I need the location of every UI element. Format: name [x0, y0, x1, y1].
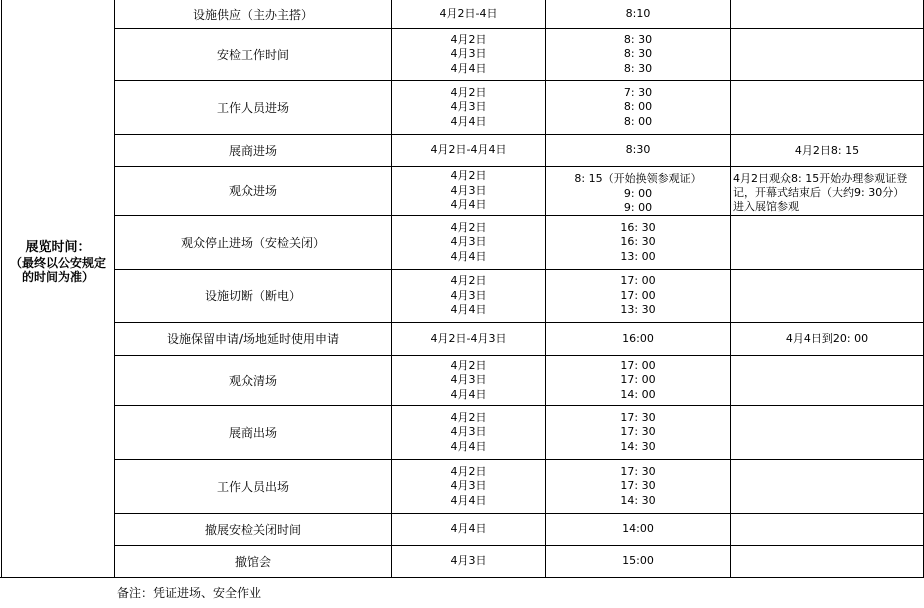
row-times [546, 460, 730, 513]
row-item-label-text: 观众清场 [228, 373, 277, 388]
row-notes [731, 546, 923, 577]
row-notes [731, 514, 923, 545]
row-dates-text: 4月3日 [450, 235, 487, 249]
row-dates [392, 546, 545, 577]
row-notes-text: 进入展馆参观 [733, 200, 799, 213]
row-notes-text: 4月4日到20: 00 [785, 332, 869, 345]
section-header [4, 240, 112, 284]
row-dates-text: 4月4日 [450, 493, 487, 507]
row-times-text: 16: 30 [620, 235, 656, 249]
row-times [546, 135, 730, 166]
row-times-text: 13: 00 [620, 249, 656, 263]
row-item-label-text: 观众进场 [228, 184, 277, 198]
grid-line-vertical [1, 0, 2, 577]
row-notes [731, 29, 923, 80]
row-dates [392, 216, 545, 269]
row-item-label [115, 323, 391, 355]
row-times [546, 270, 730, 322]
row-times-text: 17: 00 [620, 274, 656, 288]
row-notes [731, 270, 923, 322]
row-item-label-text: 设施供应（主办主搭） [192, 7, 313, 22]
footer-remark: 备注：凭证进场、安全作业 [117, 586, 262, 600]
row-dates [392, 406, 545, 459]
row-times [546, 406, 730, 459]
row-times-text: 16: 30 [620, 220, 656, 234]
row-notes [731, 1, 923, 28]
row-item-label [115, 356, 391, 405]
row-dates-text: 4月4日 [450, 198, 487, 212]
row-dates [392, 29, 545, 80]
row-dates [392, 514, 545, 545]
row-item-label [115, 1, 391, 28]
row-dates-text: 4月3日 [450, 479, 487, 493]
row-dates-text: 4月4日 [450, 249, 487, 263]
row-times-text: 8: 15（开始换领参观证） [574, 172, 702, 185]
row-dates [392, 167, 545, 215]
row-item-label-text: 观众停止进场（安检关闭） [180, 235, 325, 250]
row-times-text: 17: 30 [620, 464, 656, 478]
row-notes-text: 4月2日观众8: 15开始办理参观证登 [733, 172, 908, 185]
row-dates-text: 4月4日 [450, 114, 487, 128]
row-dates [392, 460, 545, 513]
row-times [546, 81, 730, 134]
row-times-text: 9: 00 [623, 201, 653, 214]
row-dates [392, 270, 545, 322]
row-times [546, 356, 730, 405]
row-dates-text: 4月4日 [450, 387, 487, 401]
row-times-text: 14: 00 [620, 387, 656, 401]
row-item-label [115, 406, 391, 459]
row-times [546, 216, 730, 269]
row-item-label-text: 工作人员进场 [216, 100, 289, 115]
row-dates-text: 4月4日 [450, 522, 487, 536]
row-dates-text: 4月2日 [450, 464, 487, 478]
row-item-label [115, 81, 391, 134]
row-dates-text: 4月2日 [450, 32, 487, 46]
row-notes [731, 216, 923, 269]
section-subtitle-line: （最终以公安规定 [9, 256, 106, 270]
row-dates [392, 356, 545, 405]
row-item-label [115, 216, 391, 269]
row-times-text: 14: 30 [620, 439, 656, 453]
row-notes [731, 81, 923, 134]
row-dates-text: 4月2日-4月3日 [430, 331, 507, 345]
row-times-text: 17: 30 [620, 410, 656, 424]
row-times [546, 29, 730, 80]
row-dates [392, 1, 545, 28]
row-times-text: 17: 00 [620, 288, 656, 302]
row-times-text: 17: 00 [620, 358, 656, 372]
row-times-text: 14: 30 [620, 493, 656, 507]
row-item-label [115, 135, 391, 166]
row-dates-text: 4月4日 [450, 61, 487, 75]
row-item-label [115, 167, 391, 215]
row-item-label-text: 撤展安检关闭时间 [204, 522, 301, 537]
row-dates-text: 4月2日 [450, 410, 487, 424]
row-item-label [115, 270, 391, 322]
row-dates-text: 4月3日 [450, 288, 487, 302]
row-times [546, 1, 730, 28]
grid-line-horizontal [0, 577, 924, 578]
row-item-label [115, 546, 391, 577]
row-dates-text: 4月3日 [450, 183, 487, 197]
row-times [546, 546, 730, 577]
row-notes [731, 460, 923, 513]
row-item-label-text: 展商进场 [228, 143, 277, 158]
row-notes [731, 356, 923, 405]
row-dates-text: 4月2日 [450, 358, 487, 372]
row-item-label-text: 展商出场 [228, 425, 277, 440]
row-times [546, 167, 730, 215]
row-times-text: 8: 30 [623, 47, 653, 61]
row-notes-text: 记，开幕式结束后（大约9: 30分） [733, 186, 905, 199]
row-dates [392, 135, 545, 166]
row-item-label-text: 安检工作时间 [216, 47, 289, 62]
row-item-label [115, 29, 391, 80]
row-dates-text: 4月4日 [450, 439, 487, 453]
row-times-text: 17: 30 [620, 479, 656, 493]
row-dates-text: 4月3日 [450, 47, 487, 61]
row-times-text: 8: 30 [623, 61, 653, 75]
row-dates [392, 323, 545, 355]
row-times-text: 8: 00 [623, 114, 653, 128]
section-title: 展览时间： [25, 240, 91, 255]
row-times [546, 323, 730, 355]
row-times-text: 17: 30 [620, 425, 656, 439]
row-times-text: 7: 30 [623, 85, 653, 99]
row-notes [731, 167, 923, 215]
row-item-label-text: 设施切断（断电） [204, 289, 301, 303]
row-notes [731, 323, 923, 355]
row-dates-text: 4月3日 [450, 425, 487, 439]
row-item-label-text: 撤馆会 [234, 554, 271, 569]
row-item-label-text: 设施保留申请/场地延时使用申请 [166, 332, 340, 346]
row-times-text: 8:30 [625, 143, 651, 157]
row-times-text: 17: 00 [620, 373, 656, 387]
row-times [546, 514, 730, 545]
row-notes [731, 135, 923, 166]
row-item-label [115, 460, 391, 513]
row-notes [731, 406, 923, 459]
row-dates-text: 4月2日 [450, 169, 487, 183]
row-dates-text: 4月2日 [450, 220, 487, 234]
row-times-text: 8: 30 [623, 32, 653, 46]
row-times-text: 8: 00 [623, 100, 653, 114]
row-dates-text: 4月3日 [450, 100, 487, 114]
row-dates-text: 4月3日 [450, 554, 487, 568]
row-dates-text: 4月4日 [450, 303, 487, 317]
row-dates [392, 81, 545, 134]
section-subtitle-line: 的时间为准） [21, 270, 94, 284]
row-times-text: 14:00 [622, 522, 654, 536]
row-dates-text: 4月2日-4日 [439, 7, 498, 21]
row-times-text: 13: 30 [620, 303, 656, 317]
row-times-text: 8:10 [625, 7, 651, 21]
row-dates-text: 4月2日 [450, 274, 487, 288]
row-dates-text: 4月2日 [450, 85, 487, 99]
row-times-text: 16:00 [622, 331, 654, 345]
row-times-text: 9: 00 [623, 186, 653, 200]
row-item-label [115, 514, 391, 545]
row-times-text: 15:00 [622, 554, 654, 568]
row-notes-text: 4月2日8: 15 [794, 143, 860, 157]
row-dates-text: 4月2日-4月4日 [430, 143, 507, 157]
row-dates-text: 4月3日 [450, 373, 487, 387]
row-item-label-text: 工作人员出场 [216, 479, 289, 494]
